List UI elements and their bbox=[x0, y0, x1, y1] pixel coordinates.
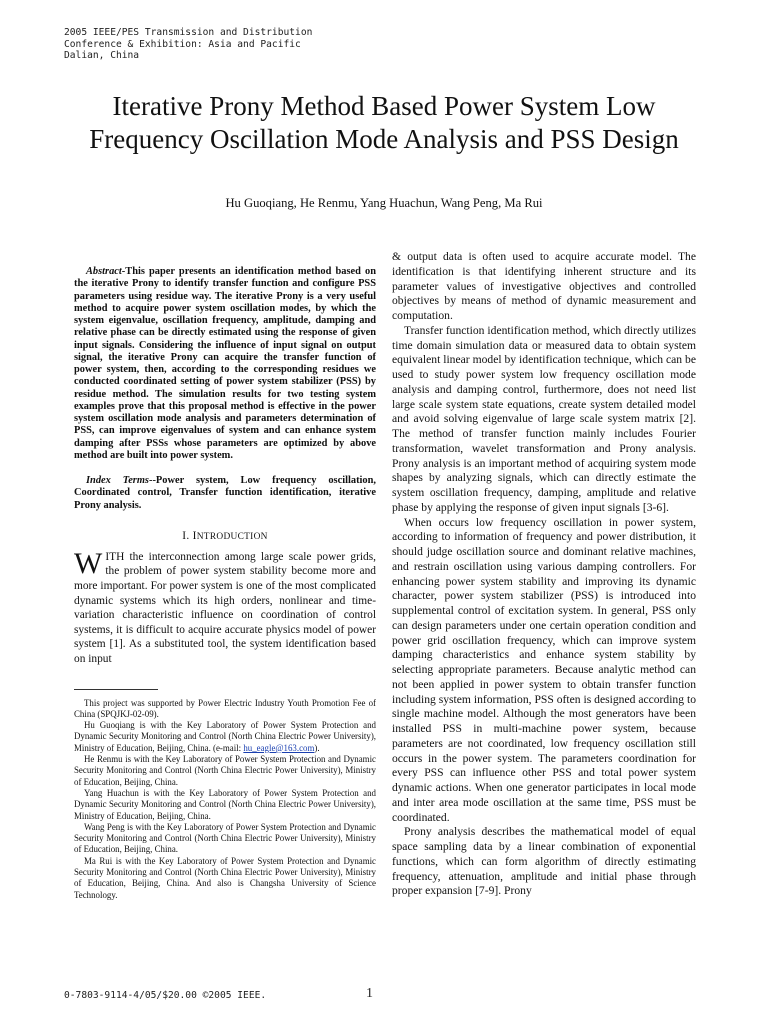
footnote-author-hu-text: Hu Guoqiang is with the Key Laboratory of Power System Protection and Dynamic Security Monitoring and Control (North China Electric Power University), Ministry of Education, Beijing, China. (e-mail: bbox=[74, 720, 376, 753]
body-paragraph: & output data is often used to acquire accurate model. The identification is that identifying inherent structure and its parameter values of investigative objectives and controlled objectives by means of method of dynamic measurement and computation. bbox=[392, 250, 696, 322]
conference-line-3: Dalian, China bbox=[64, 50, 140, 62]
left-column bbox=[74, 266, 376, 901]
abstract bbox=[74, 266, 376, 462]
section-heading-introduction bbox=[74, 529, 376, 545]
intro-text: ITH the interconnection among large scale power grids, the problem of power system stability become more and more important. For power system is one of the most complicated dynamic systems which its high orders, nonlinear and time-variation characteristic influence on coordination of control systems, it is difficult to acquire accurate physics model of power system [1]. As a substituted tool, the system identification based on input bbox=[74, 550, 376, 665]
section-name: NTRODUCTION bbox=[196, 532, 268, 543]
footnote-funding: This project was supported by Power Electric Industry Youth Promotion Fee of China (SPQJKJ-02-09). bbox=[74, 697, 376, 719]
footnote-author-he: He Renmu is with the Key Laboratory of Power System Protection and Dynamic Security Monitoring and Control (North China Electric Power University), Ministry of Education, Beijing, China. bbox=[74, 754, 376, 787]
right-column bbox=[392, 250, 696, 899]
footnote-author-ma: Ma Rui is with the Key Laboratory of Power System Protection and Dynamic Security Monitoring and Control (North China Electric Power University), Ministry of Education, Beijing, China. And also is Changsha University of Science Technology. bbox=[74, 855, 376, 900]
abstract-text: -This paper presents an identification method based on the iterative Prony to identify transfer function and configure PSS parameters using residue way. The iterative Prony is a very useful method to acquire power system oscillation modes, by which the system eigenvalue, oscillation frequency, amplitude, damping and relative phase can be directly estimated using the response of given input signals. Considering the influence of input signal on output signal, the iterative Prony can acquire the transfer function of power system, then, according to the corresponding residues we conducted coordinated setting of power system stabilizer (PSS) by residue method. The simulation results for two testing system examples prove that this proposal method is effective in the power system oscillation mode analysis and parameters determination of PSS, can improve eigenvalues of system and can enhance system damping after PSSs whose parameters are optimized by above method are built into power system. bbox=[74, 266, 376, 461]
conference-line-1: 2005 IEEE/PES Transmission and Distribution bbox=[64, 27, 313, 38]
intro-paragraph bbox=[74, 546, 376, 667]
page-number: 1 bbox=[366, 986, 373, 1001]
copyright-line: 0-7803-9114-4/05/$20.00 ©2005 IEEE. bbox=[64, 990, 267, 1001]
footnote-author-yang: Yang Huachun is with the Key Laboratory of Power System Protection and Dynamic Security Monitoring and Control (North China Electric Power University), Ministry of Education, Beijing, China. bbox=[74, 787, 376, 821]
body-paragraph: Transfer function identification method, which directly utilizes time domain simulation data or measured data to obtain system equivalent linear model by identification technique, which can be used to study power system low frequency oscillation mode analysis and damping control, furthermore, does not need list large scale system state equations, create system detailed model and avoid solving eigenvalue of large scale system matrix [2]. The method of transfer function mainly includes Fourier transformation, wavelet transformation and Prony analysis. Prony analysis is an important method of acquiring system mode shapes by analyzing signals, which can directly estimate the system oscillation frequency, damping, amplitude and relative phase by applying the response of given input signals [3-6]. bbox=[392, 323, 696, 514]
index-terms-label: Index Terms bbox=[86, 475, 149, 486]
section-numeral: I. I bbox=[182, 530, 197, 543]
index-terms-text: --Power system, Low frequency oscillation, Coordinated control, Transfer function identification, iterative Prony analysis. bbox=[74, 475, 376, 511]
footnote-author-hu bbox=[74, 720, 376, 754]
body-paragraph: When occurs low frequency oscillation in power system, according to information of frequency and power distribution, it should judge oscillation source and dominant relative machines, and restrain oscillation using various damping controllers. For enhancing power system stability and improving its dynamic character, power system stabilizer (PSS) is introduced into supplemental control of excitation system. In general, PSS only can design parameters under one certain operation condition and power grid oscillation frequency, which can improve system damping characteristics and enhance system stability by selecting appropriate parameters. Because analytic method can not been applied in power system to obtain transfer function including system information, PSS often is designed according to single machine model. Although the most generators have been installed PSS in multi-machine power system, because parameters are not coordinated, low frequency oscillation still occurs in the power system. The parameters coordination for every PSS can influence other PSS and total power system dynamic actions. When one generator participates in local mode and inter area mode oscillation at the same time, PSS must be coordinated. bbox=[392, 515, 696, 824]
footnote-author-wang: Wang Peng is with the Key Laboratory of Power System Protection and Dynamic Security Monitoring and Control (North China Electric Power University), Ministry of Education, Beijing, China. bbox=[74, 821, 376, 855]
footnote-divider bbox=[74, 689, 158, 690]
conference-line-2: Conference & Exhibition: Asia and Pacific bbox=[64, 38, 301, 50]
paper-title: Iterative Prony Method Based Power System Low Frequency Oscillation Mode Analysis and PSS Design bbox=[89, 91, 679, 154]
body-paragraph: Prony analysis describes the mathematical model of equal space sampling data by a linear combination of exponential functions, which can form algorithm of directly estimating frequency, attenuation, amplitude and initial phase through proper expansion [7-9]. Prony bbox=[392, 825, 696, 898]
email-suffix: ). bbox=[314, 742, 320, 753]
author-list: Hu Guoqiang, He Renmu, Yang Huachun, Wang Peng, Ma Rui bbox=[225, 196, 543, 210]
index-terms bbox=[74, 475, 376, 512]
drop-cap: W bbox=[74, 546, 103, 580]
conference-header bbox=[64, 27, 312, 62]
abstract-label: Abstract bbox=[86, 266, 122, 277]
email-link[interactable]: hu_eagle@163.com bbox=[243, 742, 315, 753]
